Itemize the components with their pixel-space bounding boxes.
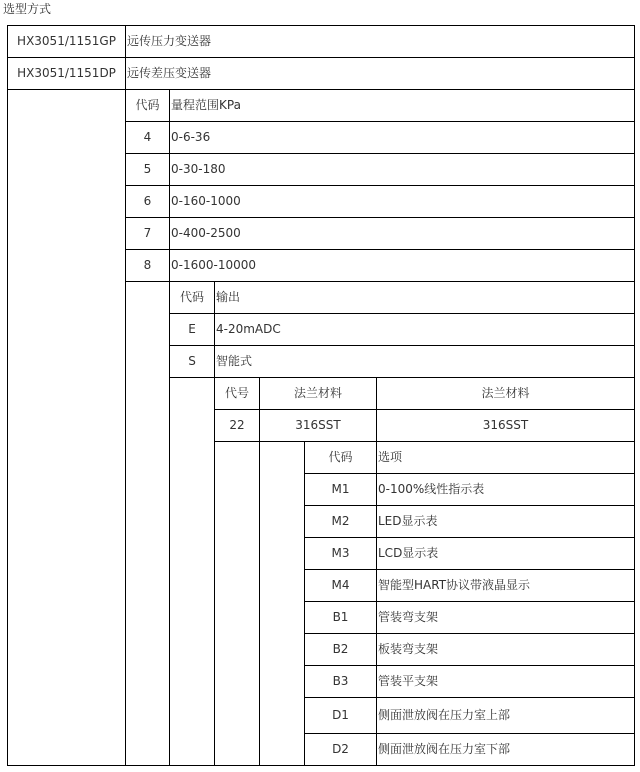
option-value: 侧面泄放阀在压力室下部: [378, 742, 511, 756]
model-code: HX3051/1151GP: [17, 34, 116, 48]
flange-material: 316SST: [482, 418, 529, 432]
output-code: E: [188, 322, 196, 336]
option-code: B2: [332, 642, 349, 656]
range-value: 0-6-36: [171, 130, 211, 144]
range-code: 6: [143, 194, 152, 208]
option-value: LED显示表: [378, 514, 438, 528]
option-code: D1: [332, 708, 349, 722]
output-code-header: 代码: [179, 290, 204, 304]
option-code: M1: [331, 482, 350, 496]
range-name-header: 量程范围KPa: [171, 98, 241, 112]
flange-code: 22: [229, 418, 245, 432]
options-code-header: 代码: [328, 450, 353, 464]
option-code: D2: [332, 742, 349, 756]
options-name-header: 选项: [378, 450, 403, 464]
range-code-header: 代码: [135, 98, 160, 112]
output-value: 智能式: [216, 354, 253, 368]
option-code: M3: [331, 546, 350, 560]
flange-material-header: 法兰材料: [293, 386, 342, 400]
model-name: 远传压力变送器: [127, 34, 212, 48]
flange-material-header: 法兰材料: [481, 386, 530, 400]
range-code: 8: [143, 258, 152, 272]
range-value: 0-1600-10000: [171, 258, 257, 272]
flange-material: 316SST: [295, 418, 341, 432]
option-value: 板装弯支架: [378, 642, 439, 656]
range-value: 0-400-2500: [171, 226, 241, 240]
range-value: 0-160-1000: [171, 194, 241, 208]
option-value: 侧面泄放阀在压力室上部: [378, 708, 511, 722]
range-code: 7: [143, 226, 152, 240]
option-code: B1: [332, 610, 349, 624]
option-code: M4: [331, 578, 350, 592]
output-value: 4-20mADC: [216, 322, 281, 336]
range-value: 0-30-180: [171, 162, 226, 176]
model-name: 远传差压变送器: [127, 66, 212, 80]
option-value: 0-100%线性指示表: [378, 482, 485, 496]
output-name-header: 输出: [216, 290, 241, 304]
range-code: 5: [143, 162, 152, 176]
option-value: LCD显示表: [378, 546, 439, 560]
option-code: B3: [332, 674, 349, 688]
output-code: S: [188, 354, 196, 368]
option-code: M2: [331, 514, 350, 528]
page-title: 选型方式: [3, 2, 52, 16]
option-value: 管装弯支架: [378, 610, 439, 624]
range-code: 4: [143, 130, 152, 144]
flange-code-header: 代号: [224, 386, 249, 400]
option-value: 管装平支架: [378, 674, 439, 688]
model-code: HX3051/1151DP: [17, 66, 116, 80]
option-value: 智能型HART协议带液晶显示: [378, 578, 531, 592]
